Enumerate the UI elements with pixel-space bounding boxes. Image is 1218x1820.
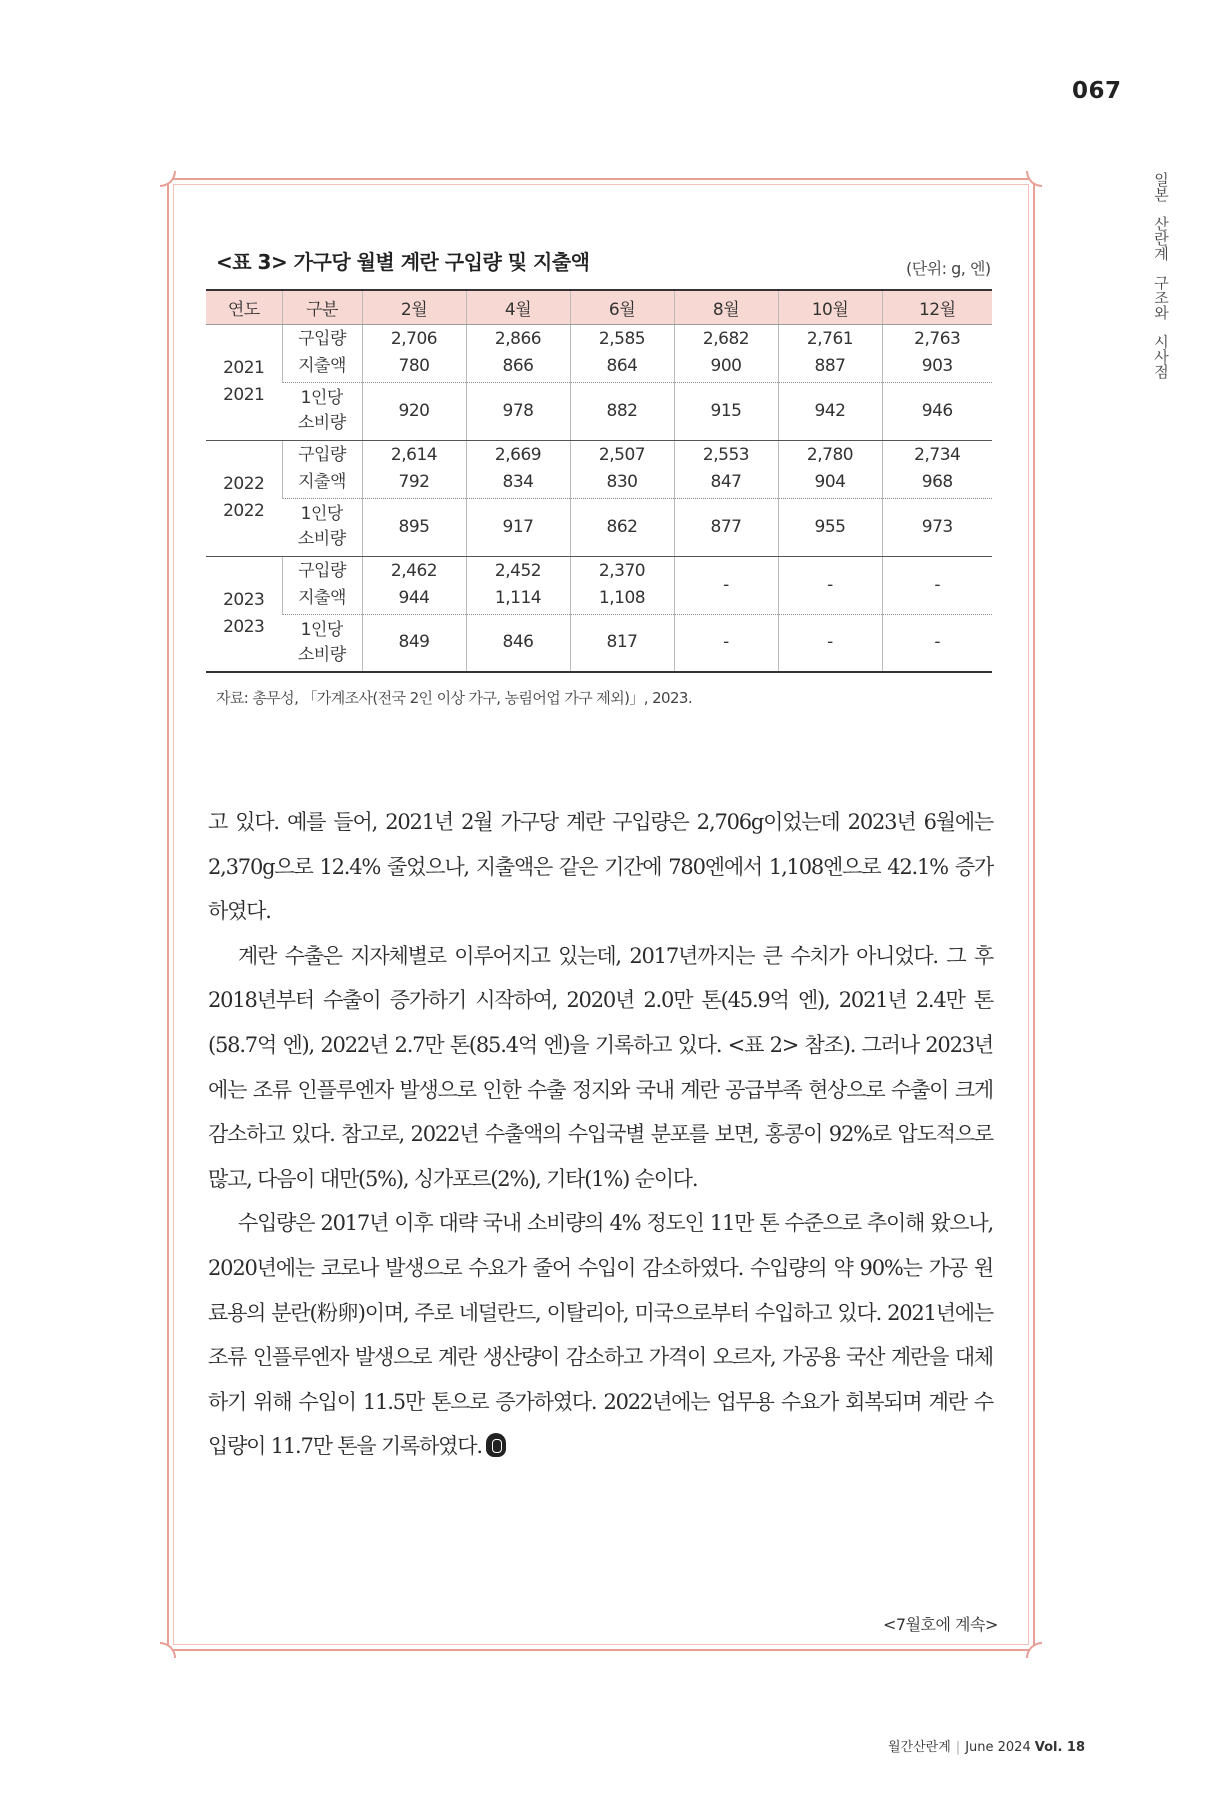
- category-label: 소비량: [297, 529, 346, 549]
- value-text: 1,114: [494, 588, 542, 608]
- value-cell: [362, 440, 466, 498]
- category-label: 1인당: [300, 504, 343, 524]
- value-text: 2,763: [914, 329, 961, 349]
- value-cell: [778, 440, 882, 498]
- value-cell: [778, 556, 882, 614]
- category-cell: [282, 440, 362, 498]
- table-row: [206, 614, 992, 672]
- side-section-title: [1151, 172, 1173, 379]
- category-label: 소비량: [297, 413, 346, 433]
- header-cell: 4월: [466, 290, 570, 324]
- egg-end-mark-icon: [486, 1433, 506, 1457]
- value-cell: 895: [362, 498, 466, 556]
- year-label: 2023: [223, 616, 265, 637]
- value-text: 903: [921, 356, 953, 376]
- value-text: 2,462: [390, 561, 438, 581]
- value-text: 2,734: [914, 445, 961, 465]
- value-cell: 917: [466, 498, 570, 556]
- value-cell: [882, 440, 992, 498]
- body-paragraph: 계란 수출은 지자체별로 이루어지고 있는데, 2017년까지는 큰 수치가 아니었다. 그 후 2018년부터 수출이 증가하기 시작하여, 2020년 2.0만 톤(45.9억 엔), 2021년 2.4만 톤(58.7억 엔), 2022년 2.7만 톤(85.4억 엔)을 기록하고 있다. <표 2> 참조). 그러나 2023년에는 조류 인플루엔자 발생으로 인한 수출 정지와 국내 계란 공급부족 현상으로 수출이 크게 감소하고 있다. 참고로, 2022년 수출액의 수입국별 분포를 보면, 홍콩이 92%로 압도적으로 많고, 다음이 대만(5%), 싱가포르(2%), 기타(1%) 순이다.: [208, 943, 993, 1191]
- value-cell: 942: [778, 382, 882, 440]
- table-row: [206, 440, 992, 498]
- category-label: 지출액: [298, 588, 346, 608]
- value-text: 2,553: [702, 445, 750, 465]
- value-cell: 920: [362, 382, 466, 440]
- value-cell: [778, 324, 882, 382]
- value-cell: 946: [882, 382, 992, 440]
- category-label: 1인당: [300, 388, 343, 408]
- table-row: [206, 324, 992, 382]
- category-label: 지출액: [298, 356, 346, 376]
- table-title: <표 3> 가구당 월별 계란 구입량 및 지출액: [216, 250, 590, 274]
- footer-magazine: 월간산란계: [888, 1740, 951, 1755]
- year-label: 2021: [223, 385, 265, 405]
- header-cell: 6월: [570, 290, 674, 324]
- page-number: 067: [1072, 78, 1122, 104]
- category-label: 구입량: [298, 445, 346, 465]
- value-text: 830: [606, 472, 638, 492]
- category-label: 구입량: [298, 329, 346, 349]
- category-cell: [282, 498, 362, 556]
- side-title-line: 구조와: [1152, 275, 1170, 320]
- table-row: [206, 382, 992, 440]
- value-text: 900: [710, 356, 742, 376]
- value-text: 944: [398, 588, 430, 608]
- category-cell: [282, 614, 362, 672]
- value-cell: [362, 556, 466, 614]
- value-cell: [570, 440, 674, 498]
- category-cell: [282, 556, 362, 614]
- continued-note: <7월호에 계속>: [883, 1615, 998, 1634]
- header-cell: 구분: [282, 290, 362, 324]
- value-text: -: [723, 574, 729, 595]
- body-paragraph: 수입량은 2017년 이후 대략 국내 소비량의 4% 정도인 11만 톤 수준으로 추이해 왔으나, 2020년에는 코로나 발생으로 수요가 줄어 수입이 감소하였다. 수입량의 약 90%는 가공 원료용의 분란(粉卵)이며, 주로 네덜란드, 이탈리아, 미국으로부터 수입하고 있다. 2021년에는 조류 인플루엔자 발생으로 계란 생산량이 감소하고 가격이 오르자, 가공용 국산 계란을 대체하기 위해 수입이 11.5만 톤으로 증가하였다. 2022년에는 업무용 수요가 회복되며 계란 수입량이 11.7만 톤을 기록하였다.: [208, 1211, 993, 1459]
- value-text: 834: [502, 472, 534, 492]
- value-cell: 862: [570, 498, 674, 556]
- value-cell: [674, 440, 778, 498]
- side-title-line: 일본: [1152, 172, 1170, 202]
- value-text: 866: [502, 356, 534, 376]
- category-label: 1인당: [300, 619, 343, 640]
- value-cell: [674, 556, 778, 614]
- header-cell: 12월: [882, 290, 992, 324]
- year-label: 2022: [223, 501, 265, 521]
- footer-volume: Vol. 18: [1034, 1740, 1086, 1755]
- value-text: -: [827, 574, 833, 595]
- value-text: 2,866: [494, 329, 542, 349]
- value-cell: -: [882, 614, 992, 672]
- table-row: [206, 556, 992, 614]
- value-text: 2,682: [702, 329, 750, 349]
- value-cell: [570, 324, 674, 382]
- table-source: 자료: 총무성, 「가계조사(전국 2인 이상 가구, 농림어업 가구 제외)」, 2023.: [216, 689, 693, 707]
- body-paragraph: 고 있다. 예를 들어, 2021년 2월 가구당 계란 구입량은 2,706g이었는데 2023년 6월에는 2,370g으로 12.4% 줄었으나, 지출액은 같은 기간에 780엔에서 1,108엔으로 42.1% 증가하였다.: [208, 810, 993, 924]
- value-text: 2,614: [390, 445, 438, 465]
- value-cell: [362, 324, 466, 382]
- year-label: 2021: [223, 358, 265, 378]
- value-cell: 955: [778, 498, 882, 556]
- year-cell: [206, 440, 282, 556]
- side-title-line: 시사점: [1152, 334, 1170, 379]
- header-cell: 연도: [206, 290, 282, 324]
- value-cell: 978: [466, 382, 570, 440]
- year-label: 2023: [223, 589, 265, 610]
- value-text: 780: [398, 356, 430, 376]
- value-cell: 882: [570, 382, 674, 440]
- value-cell: 877: [674, 498, 778, 556]
- table-header-row: [206, 290, 992, 324]
- value-text: 2,507: [598, 445, 646, 465]
- value-cell: [466, 556, 570, 614]
- value-cell: 973: [882, 498, 992, 556]
- value-cell: 915: [674, 382, 778, 440]
- value-cell: [466, 324, 570, 382]
- value-text: 792: [398, 472, 430, 492]
- value-text: 2,706: [390, 329, 438, 349]
- value-text: 2,452: [494, 561, 542, 581]
- category-label: 소비량: [297, 644, 346, 665]
- side-title-line: 산란계: [1152, 216, 1170, 261]
- frame-corner: [160, 1642, 176, 1658]
- footer-issue: June 2024: [965, 1740, 1031, 1755]
- category-label: 구입량: [298, 561, 346, 581]
- table-unit: (단위: g, 엔): [906, 259, 991, 278]
- value-text: 2,669: [494, 445, 542, 465]
- table-row: [206, 498, 992, 556]
- year-label: 2022: [223, 474, 265, 494]
- value-cell: -: [674, 614, 778, 672]
- egg-purchase-table: [206, 289, 992, 673]
- page-footer: 월간산란계 | June 2024 Vol. 18: [888, 1740, 1086, 1755]
- value-cell: [570, 556, 674, 614]
- value-cell: [882, 324, 992, 382]
- value-text: 2,780: [806, 445, 854, 465]
- value-text: 2,585: [598, 329, 646, 349]
- frame-corner: [1026, 171, 1042, 187]
- article-body: [208, 800, 993, 1469]
- value-text: 847: [710, 472, 742, 492]
- value-cell: 849: [362, 614, 466, 672]
- header-cell: 2월: [362, 290, 466, 324]
- value-cell: [674, 324, 778, 382]
- value-cell: [466, 440, 570, 498]
- value-cell: -: [778, 614, 882, 672]
- frame-corner: [160, 171, 176, 187]
- value-text: 864: [606, 356, 638, 376]
- value-text: 968: [921, 472, 953, 492]
- category-label: 지출액: [298, 472, 346, 492]
- header-cell: 8월: [674, 290, 778, 324]
- value-text: 2,761: [806, 329, 854, 349]
- value-cell: 817: [570, 614, 674, 672]
- year-cell: [206, 556, 282, 672]
- value-text: 1,108: [598, 588, 646, 608]
- value-cell: 846: [466, 614, 570, 672]
- value-text: 904: [814, 472, 846, 492]
- value-text: -: [934, 574, 941, 595]
- frame-corner: [1026, 1642, 1042, 1658]
- category-cell: [282, 324, 362, 382]
- category-cell: [282, 382, 362, 440]
- year-cell: [206, 324, 282, 440]
- value-text: 2,370: [598, 561, 646, 581]
- value-cell: [882, 556, 992, 614]
- value-text: 887: [814, 356, 846, 376]
- header-cell: 10월: [778, 290, 882, 324]
